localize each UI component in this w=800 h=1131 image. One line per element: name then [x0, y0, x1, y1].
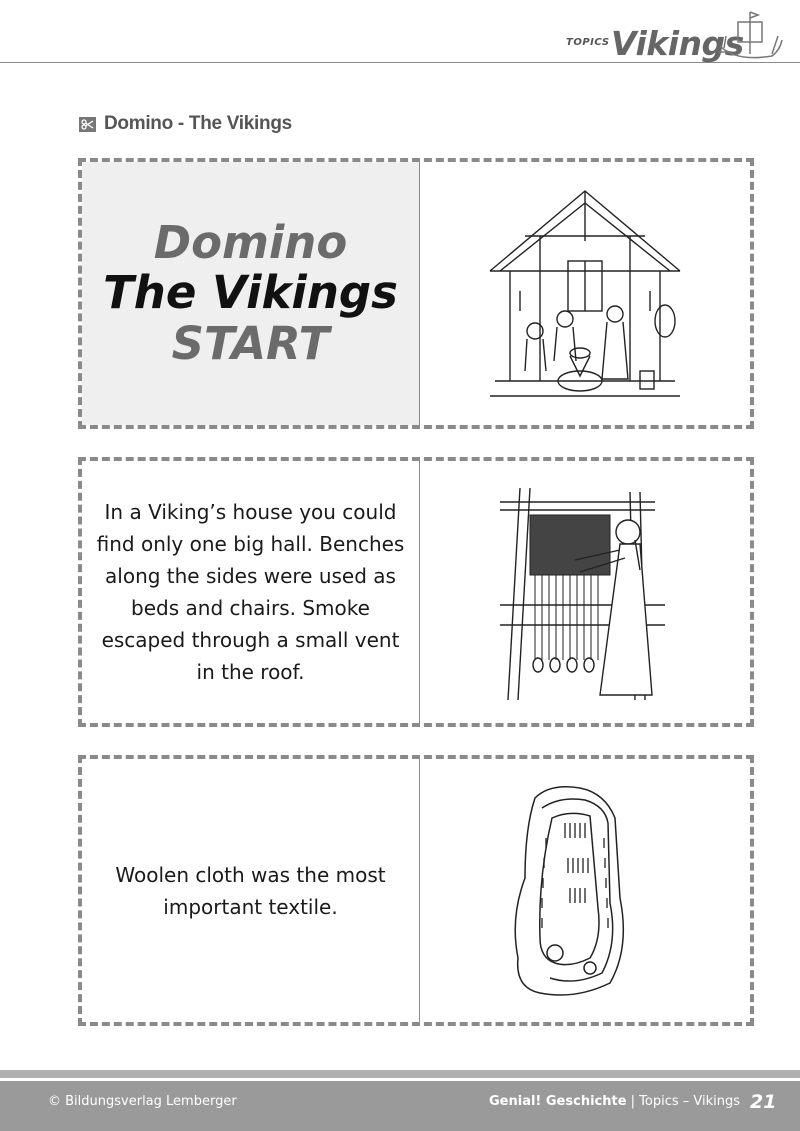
start-title-domino: Domino	[153, 215, 348, 269]
card-3-text-panel	[82, 759, 419, 1022]
viking-ship-icon	[716, 6, 786, 66]
footer-series	[489, 1094, 740, 1109]
card-3-image-panel	[419, 759, 750, 1022]
header-title: Vikings	[611, 24, 744, 63]
footer-accent-bar	[0, 1070, 800, 1078]
loom-weaver-illustration	[480, 480, 690, 705]
footer-series-title: Genial! Geschichte	[489, 1094, 627, 1109]
scissors-icon	[79, 117, 96, 132]
domino-card-2	[78, 457, 754, 727]
card-3-fact-text: Woolen cloth was the most important textile.	[115, 862, 386, 919]
footer-copyright: © Bildungsverlag Lemberger	[48, 1094, 237, 1109]
card-start-image-panel	[419, 162, 750, 425]
longhouse-illustration	[480, 181, 690, 406]
domino-card-3	[78, 755, 754, 1026]
rune-stone-illustration	[480, 778, 690, 1003]
card-2-image-panel	[419, 461, 750, 723]
card-2-fact-text: In a Viking’s house you could find only one big hall. Benches along the sides were used as beds and chairs. Smoke escaped through a small vent in the roof.	[96, 500, 405, 684]
section-title: Domino - The Vikings	[104, 113, 292, 134]
page-number: 21	[750, 1091, 777, 1113]
card-2-text-panel	[82, 461, 419, 723]
domino-card-start	[78, 158, 754, 429]
section-heading	[79, 113, 292, 135]
header-topics-label: TOPICS	[566, 37, 610, 48]
footer	[0, 1081, 800, 1131]
card-start-text-panel	[82, 162, 419, 425]
start-title-start: START	[171, 316, 330, 370]
start-title-vikings: The Vikings	[103, 266, 398, 320]
footer-series-subtitle: | Topics – Vikings	[626, 1094, 741, 1109]
